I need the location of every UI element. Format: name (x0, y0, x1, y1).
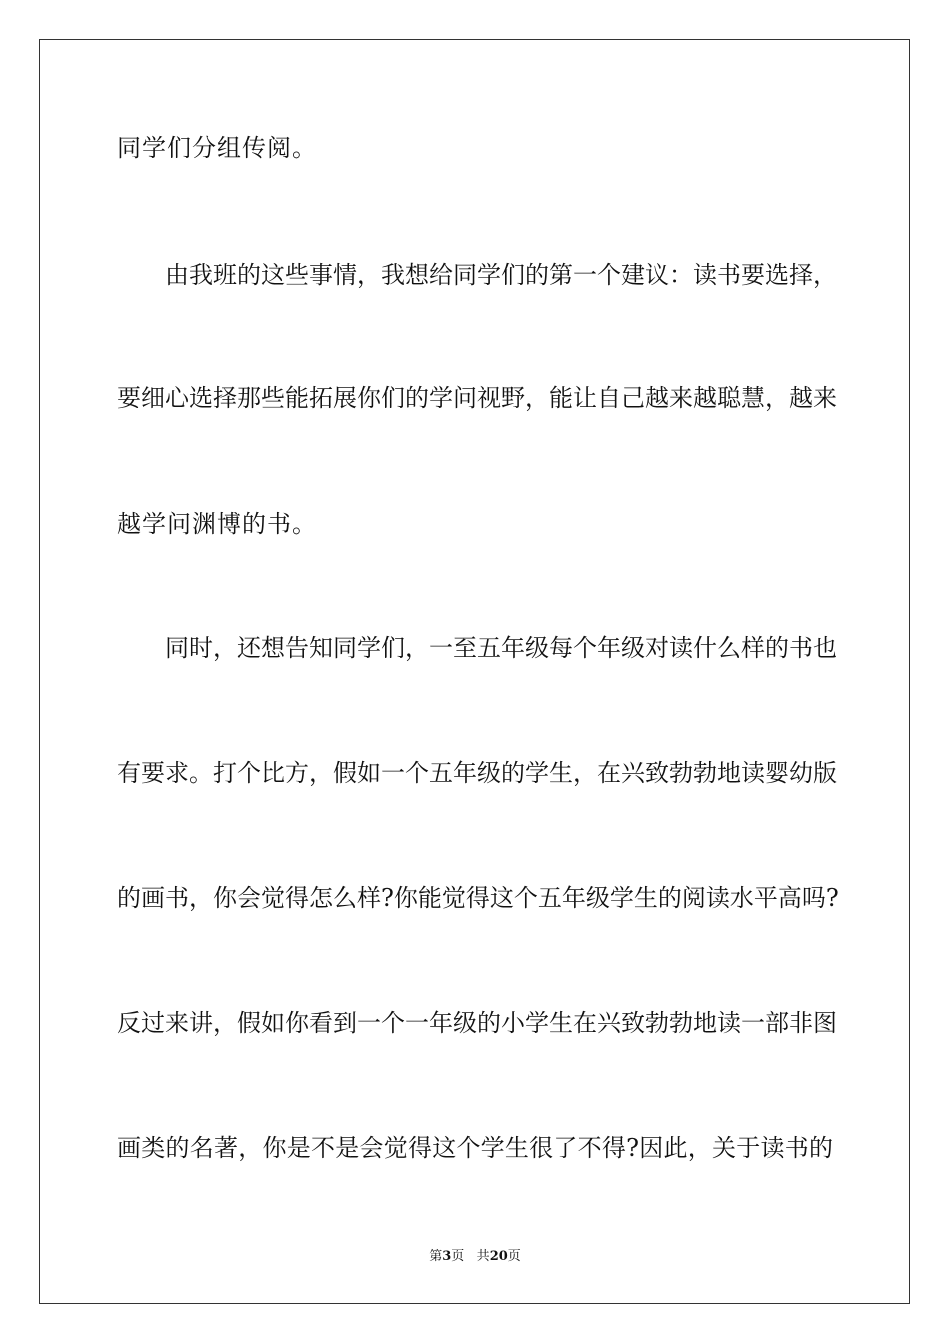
page-footer (0, 1249, 950, 1265)
page-prefix: 第 (429, 1249, 443, 1264)
paragraph-line-2: 由我班的这些事情，我想给同学们的第一个建议：读书要选择， (165, 261, 837, 289)
paragraph-line-7: 的画书，你会觉得怎么样?你能觉得这个五年级学生的阅读水平高吗? (117, 884, 839, 912)
page-number: 3 (442, 1249, 452, 1264)
total-prefix: 共 (476, 1249, 490, 1264)
page-suffix: 页 (451, 1249, 465, 1264)
total-suffix: 页 (507, 1249, 521, 1264)
page-border (39, 39, 910, 1304)
paragraph-line-9: 画类的名著，你是不是会觉得这个学生很了不得?因此，关于读书的 (117, 1134, 833, 1162)
paragraph-line-8: 反过来讲，假如你看到一个一年级的小学生在兴致勃勃地读一部非图 (117, 1009, 837, 1037)
paragraph-line-5: 同时，还想告知同学们，一至五年级每个年级对读什么样的书也 (165, 634, 837, 662)
page-total: 20 (489, 1249, 508, 1264)
paragraph-line-4: 越学问渊博的书。 (117, 510, 317, 538)
paragraph-line-3: 要细心选择那些能拓展你们的学问视野，能让自己越来越聪慧，越来 (117, 384, 837, 412)
paragraph-line-1: 同学们分组传阅。 (117, 134, 317, 162)
paragraph-line-6: 有要求。打个比方，假如一个五年级的学生，在兴致勃勃地读婴幼版 (117, 759, 837, 787)
